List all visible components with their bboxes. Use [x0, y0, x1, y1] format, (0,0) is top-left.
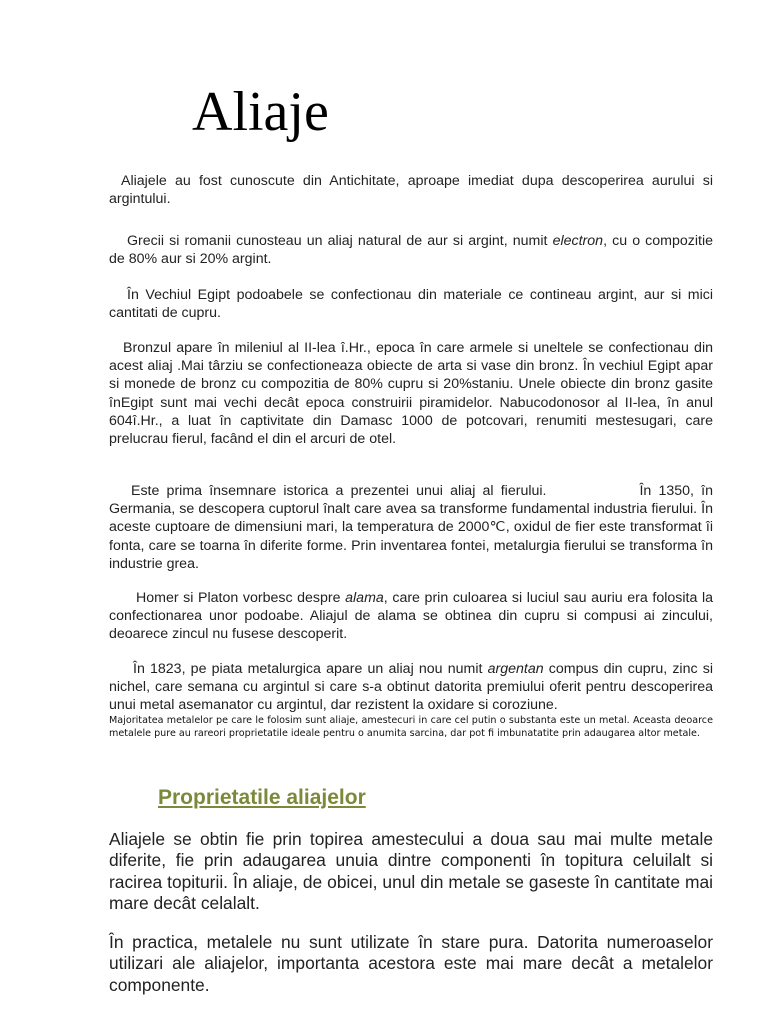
section-paragraph-obtaining: Aliajele se obtin fie prin topirea amestecului a doua sau mai multe metale diferite, fie prin adaugarea unuia dintre componenti în topitura celuilalt si racirea topiturii. În aliaje, de obicei, unul din metale se gaseste în cantitate mai mare decât celalalt. [109, 829, 713, 913]
paragraph-egypt: În Vechiul Egipt podoabele se confectionau din materiale ce contineau argint, aur si mici cantitati de cupru. [109, 287, 713, 322]
section-heading: Proprietatile aliajelor [158, 786, 366, 809]
small-note: Majoritatea metalelor pe care le folosim sunt aliaje, amestecuri in care cel putin o substanta este un metal. Aceasta deoarce metalele pure au rareori proprietatile ideale pentru o anumita sarcina, dar pot fi imbunatatite prin adaugarea altor metale. [109, 715, 713, 739]
term-argentan: argentan [487, 661, 544, 677]
paragraph-iron: Este prima însemnare istorica a prezentei unui aliaj al fierului. În 1350, în Germania, se descopera cuptorul înalt care avea sa transforme fundamental industria fierului. În aceste cuptoare de dimensiuni mari, la temperatura de 2000℃, oxidul de fier este transformat îi fonta, care se toarna în diferite forme. Prin inventarea fontei, metalurgia fierului se transforma în industrie grea. [109, 483, 713, 572]
paragraph-argentan: În 1823, pe piata metalurgica apare un aliaj nou numit argentan compus din cupru, zinc si nichel, care semana cu argintul si care s-a obtinut datorita premiului oferit pentru descoperirea unui metal asemanator cu argintul, dar rezistent la oxidare si coroziune. [109, 661, 713, 714]
paragraph-brass: Homer si Platon vorbesc despre alama, care prin culoarea si luciul sau auriu era folosita la confectionarea unor podoabe. Aliajul de alama se obtinea din cupru si compusi ai zincului, deoarece zincul nu fusese descoperit. [109, 590, 713, 643]
page-title: Aliaje [192, 81, 329, 143]
term-alama: alama [345, 590, 384, 606]
paragraph-bronze: Bronzul apare în mileniul al II-lea î.Hr., epoca în care armele si uneltele se confectionau din acest aliaj .Mai târziu se confectioneaza obiecte de arta si vase din bronz. În vechiul Egipt apar si monede de bronz cu compozitia de 80% cupru si 20%staniu. Unele obiecte din bronz gasite înEgipt sunt mai vechi decât epoca construirii piramidelor. Nabucodonosor al II-lea, în anul 604î.Hr., a luat în captivitate din Damasc 1000 de potcovari, renumiti mestesugari, care prelucrau fierul, facând el din el arcuri de otel. [109, 340, 713, 448]
section-paragraph-practice: În practica, metalele nu sunt utilizate în stare pura. Datorita numeroaselor utilizari ale aliajelor, importanta acestora este mai mare decât a metalelor componente. [109, 932, 713, 995]
paragraph-electron: Grecii si romanii cunosteau un aliaj natural de aur si argint, numit electron, cu o compozitie de 80% aur si 20% argint. [109, 233, 713, 268]
paragraph-antiquity: Aliajele au fost cunoscute din Antichitate, aproape imediat dupa descoperirea aurului si argintului. [109, 173, 713, 208]
term-electron: electron [552, 233, 604, 249]
